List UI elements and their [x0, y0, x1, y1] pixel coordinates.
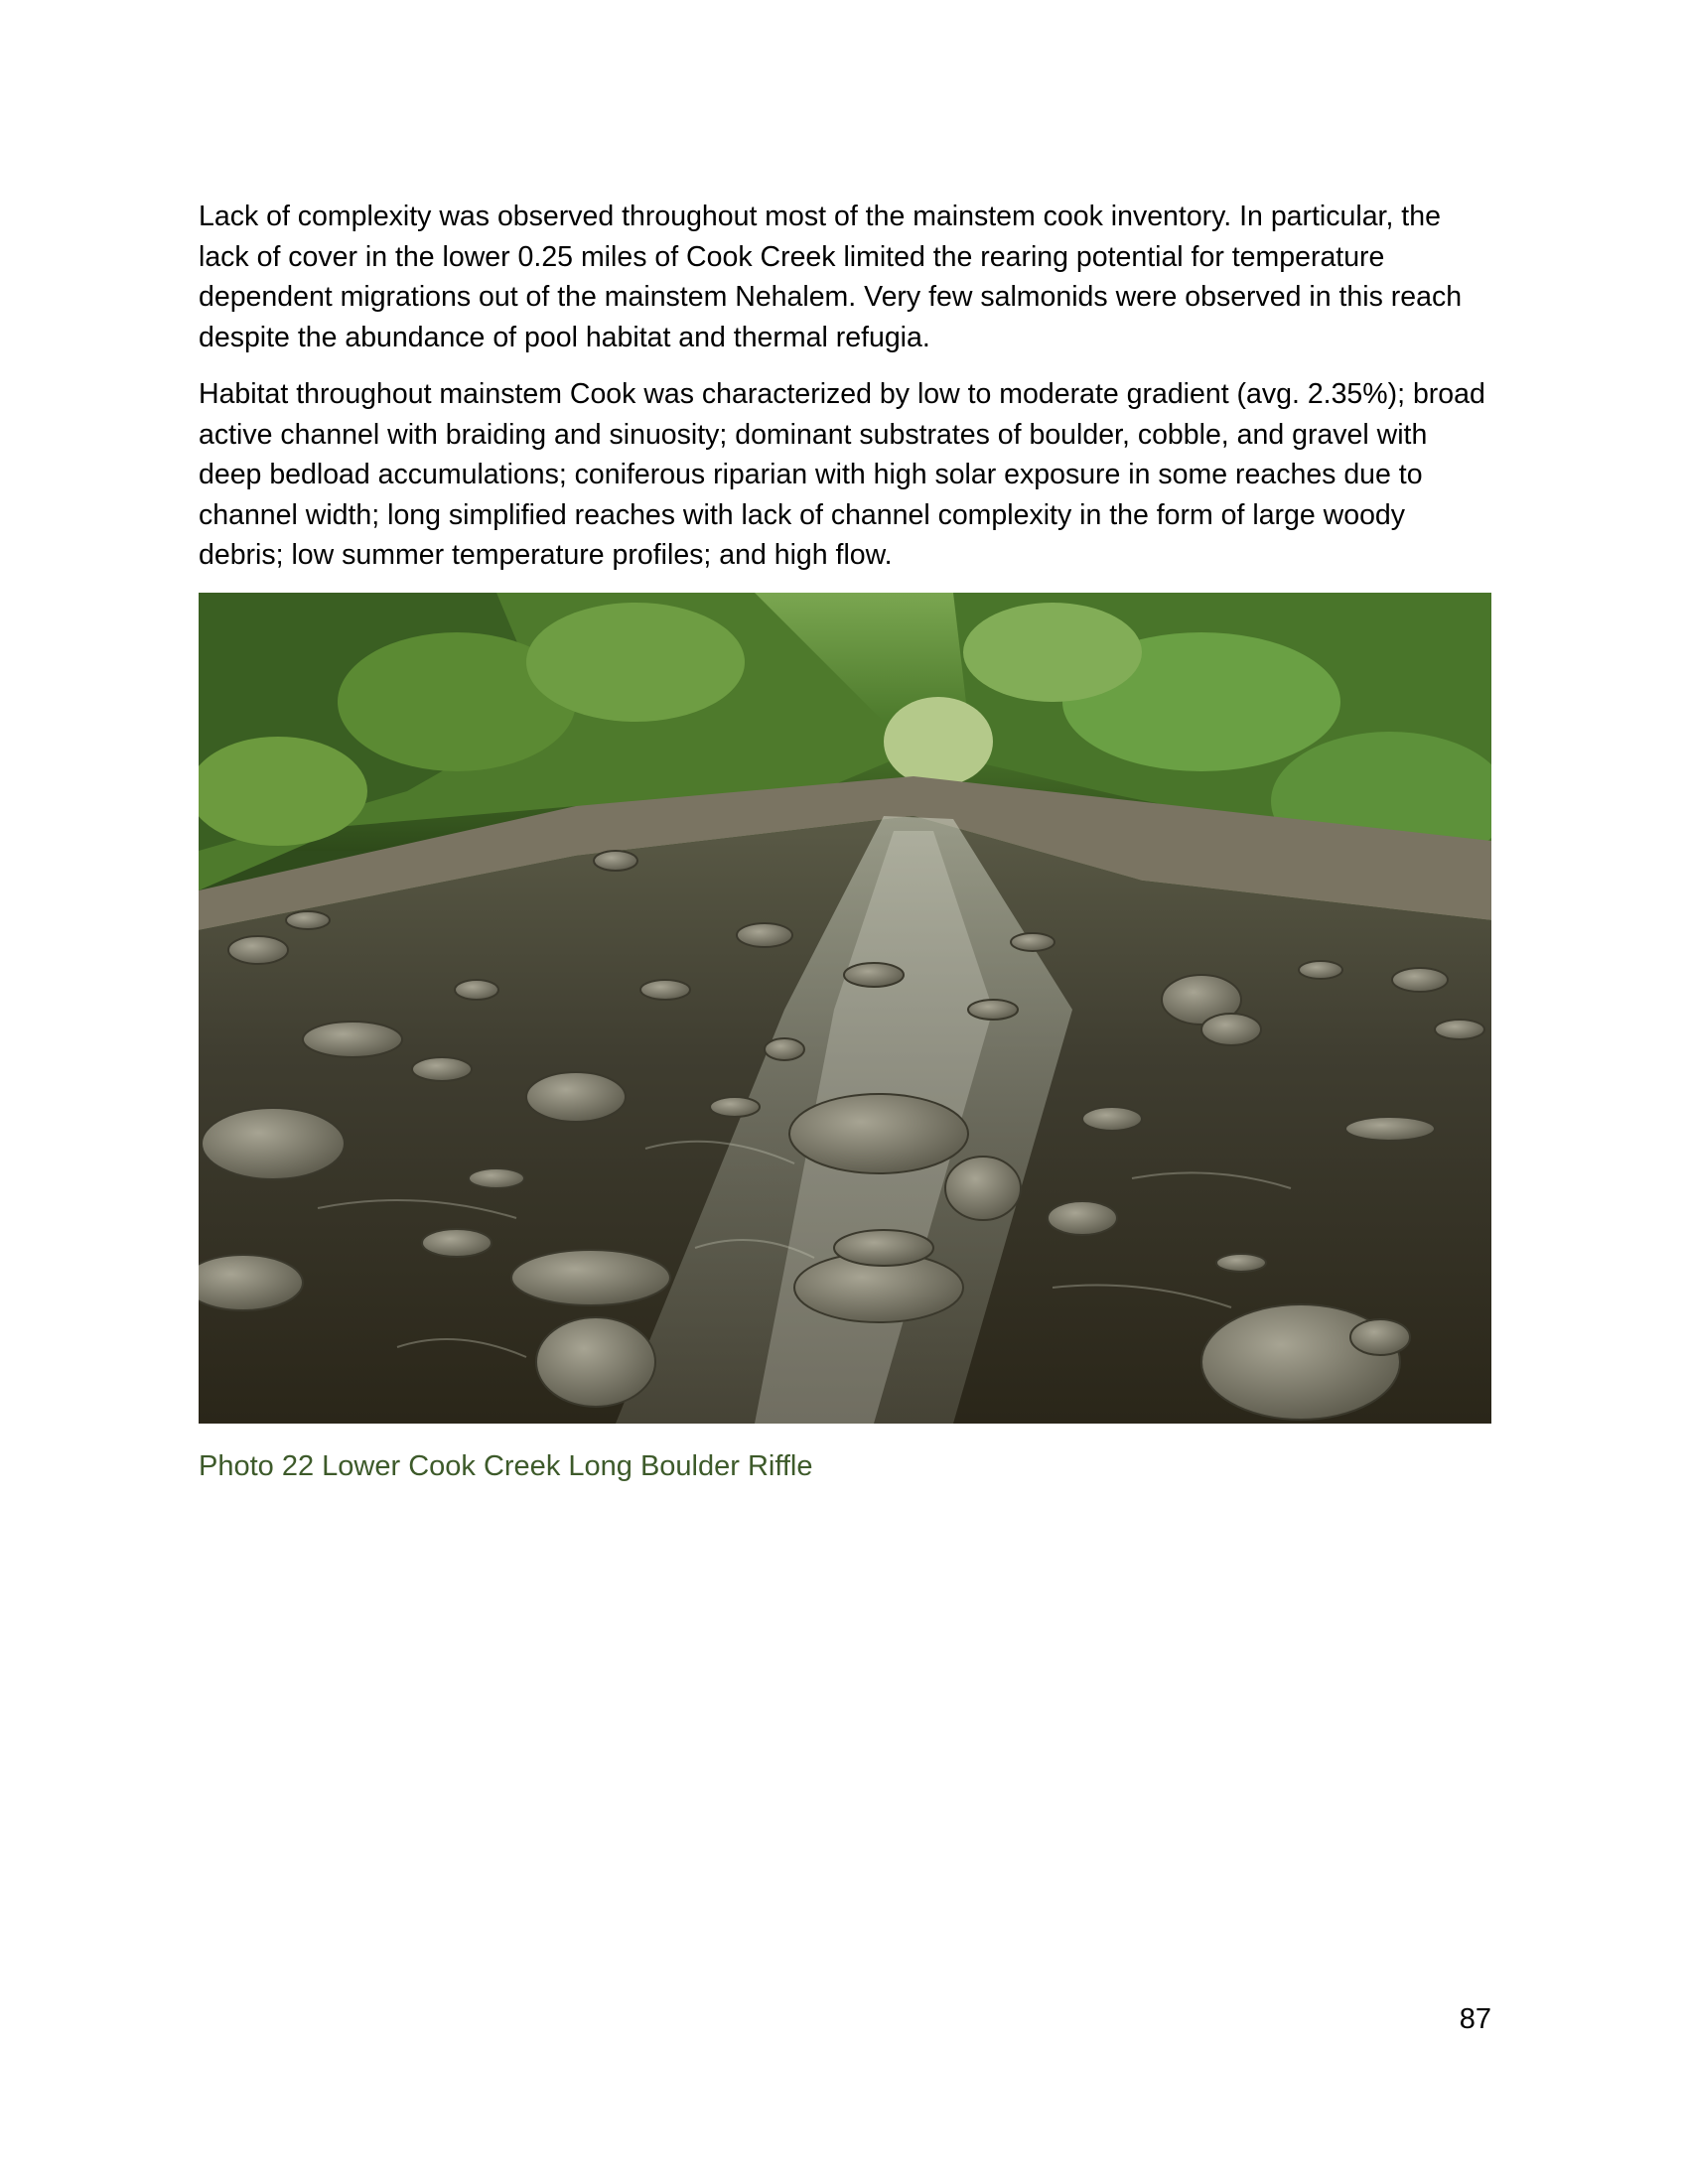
page-number: 87 [1459, 2003, 1491, 2035]
figure-caption: Photo 22 Lower Cook Creek Long Boulder Riffle [199, 1450, 813, 1482]
paragraph-complexity: Lack of complexity was observed throughout most of the mainstem cook inventory. In particular, the lack of cover in the lower 0.25 miles of Cook Creek limited the rearing potential for temperature dependent migrations out of the mainstem Nehalem. Very few salmonids were observed in this reach despite the abundance of pool habitat and thermal refugia. [199, 201, 1463, 353]
creek-photo [199, 593, 1491, 1424]
paragraph-habitat: Habitat throughout mainstem Cook was characterized by low to moderate gradient (avg. 2.35%); broad active channel with braiding and sinuosity; dominant substrates of boulder, cobble, and gravel with deep bedload accumulations; coniferous riparian with high solar exposure in some reaches due to channel width; long simplified reaches with lack of channel complexity in the form of large woody debris; low summer temperature profiles; and high flow. [199, 378, 1485, 571]
